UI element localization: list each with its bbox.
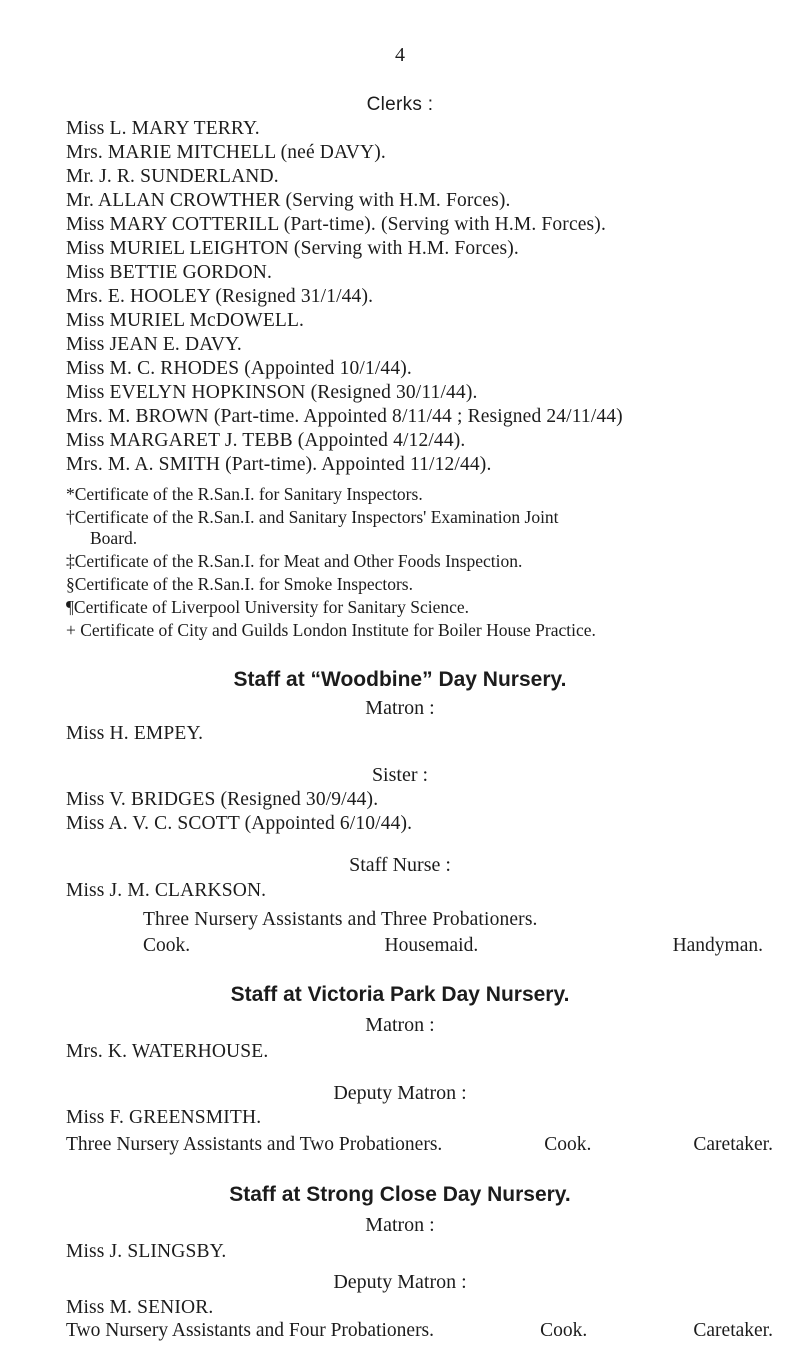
clerk-entry: Miss MARY COTTERILL (Part-time). (Serving with H.M. Forces). [66, 214, 606, 235]
woodbine-matron: Miss H. EMPEY. [66, 723, 204, 744]
victoria-deputy: Miss F. GREENSMITH. [66, 1107, 262, 1128]
woodbine-matron-label: Matron : [365, 697, 435, 719]
clerk-entry: Miss JEAN E. DAVY. [66, 334, 242, 355]
strong-close-title: Staff at Strong Close Day Nursery. [229, 1183, 571, 1206]
woodbine-roles [143, 935, 763, 957]
role-caretaker: Caretaker. [693, 1134, 773, 1155]
footnote: †Certificate of the R.San.I. and Sanitary Inspectors' Examination Joint [66, 507, 559, 527]
strong-close-matron-label: Matron : [365, 1214, 435, 1236]
clerk-entry: Mrs. M. A. SMITH (Part-time). Appointed 11/12/44). [66, 454, 492, 475]
strong-close-deputy: Miss M. SENIOR. [66, 1297, 214, 1318]
clerk-entry: Miss MARGARET J. TEBB (Appointed 4/12/44). [66, 430, 466, 451]
role-housemaid: Housemaid. [384, 935, 479, 956]
role-handyman: Handyman. [672, 935, 763, 956]
role-caretaker: Caretaker. [693, 1320, 773, 1341]
woodbine-title: Staff at “Woodbine” Day Nursery. [233, 668, 567, 691]
victoria-matron: Mrs. K. WATERHOUSE. [66, 1041, 269, 1062]
clerk-entry: Miss BETTIE GORDON. [66, 262, 272, 283]
victoria-title: Staff at Victoria Park Day Nursery. [230, 983, 570, 1006]
clerk-entry: Miss MURIEL McDOWELL. [66, 310, 305, 331]
clerk-entry: Miss L. MARY TERRY. [66, 118, 260, 139]
clerk-entry: Mr. J. R. SUNDERLAND. [66, 166, 279, 187]
footnote-continuation: Board. [90, 528, 138, 548]
victoria-assistants: Three Nursery Assistants and Two Probationers. [66, 1134, 443, 1155]
clerk-entry: Miss M. C. RHODES (Appointed 10/1/44). [66, 358, 412, 379]
victoria-deputy-label: Deputy Matron : [333, 1082, 467, 1104]
footnote: *Certificate of the R.San.I. for Sanitary Inspectors. [66, 484, 423, 504]
strong-close-deputy-label: Deputy Matron : [333, 1271, 467, 1293]
strong-close-matron: Miss J. SLINGSBY. [66, 1241, 227, 1262]
clerk-entry: Mr. ALLAN CROWTHER (Serving with H.M. Forces). [66, 190, 511, 211]
clerk-entry: Mrs. MARIE MITCHELL (neé DAVY). [66, 142, 386, 163]
strong-close-others-row [66, 1320, 773, 1342]
clerks-heading: Clerks : [366, 94, 434, 115]
footnote: + Certificate of City and Guilds London Institute for Boiler House Practice. [66, 620, 596, 640]
role-cook: Cook. [540, 1320, 588, 1341]
clerk-entry: Miss EVELYN HOPKINSON (Resigned 30/11/44). [66, 382, 478, 403]
woodbine-sister: Miss V. BRIDGES (Resigned 30/9/44). [66, 789, 379, 810]
woodbine-staff-nurse: Miss J. M. CLARKSON. [66, 880, 267, 901]
victoria-others-row [66, 1134, 773, 1156]
role-cook: Cook. [544, 1134, 592, 1155]
woodbine-assistants: Three Nursery Assistants and Three Probationers. [143, 909, 538, 930]
clerk-entry: Mrs. M. BROWN (Part-time. Appointed 8/11/44 ; Resigned 24/11/44) [66, 406, 623, 427]
strong-close-assistants: Two Nursery Assistants and Four Probationers. [66, 1320, 435, 1341]
clerk-entry: Mrs. E. HOOLEY (Resigned 31/1/44). [66, 286, 374, 307]
woodbine-sister-label: Sister : [371, 764, 429, 786]
role-cook: Cook. [143, 935, 191, 956]
footnote: §Certificate of the R.San.I. for Smoke Inspectors. [66, 574, 413, 594]
woodbine-staff-nurse-label: Staff Nurse : [349, 854, 451, 876]
page-number: 4 [395, 44, 405, 66]
victoria-matron-label: Matron : [365, 1014, 435, 1036]
woodbine-sister: Miss A. V. C. SCOTT (Appointed 6/10/44). [66, 813, 413, 834]
clerk-entry: Miss MURIEL LEIGHTON (Serving with H.M. Forces). [66, 238, 519, 259]
footnote: ‡Certificate of the R.San.I. for Meat and Other Foods Inspection. [66, 551, 523, 571]
footnote: ¶Certificate of Liverpool University for Sanitary Science. [66, 597, 470, 617]
